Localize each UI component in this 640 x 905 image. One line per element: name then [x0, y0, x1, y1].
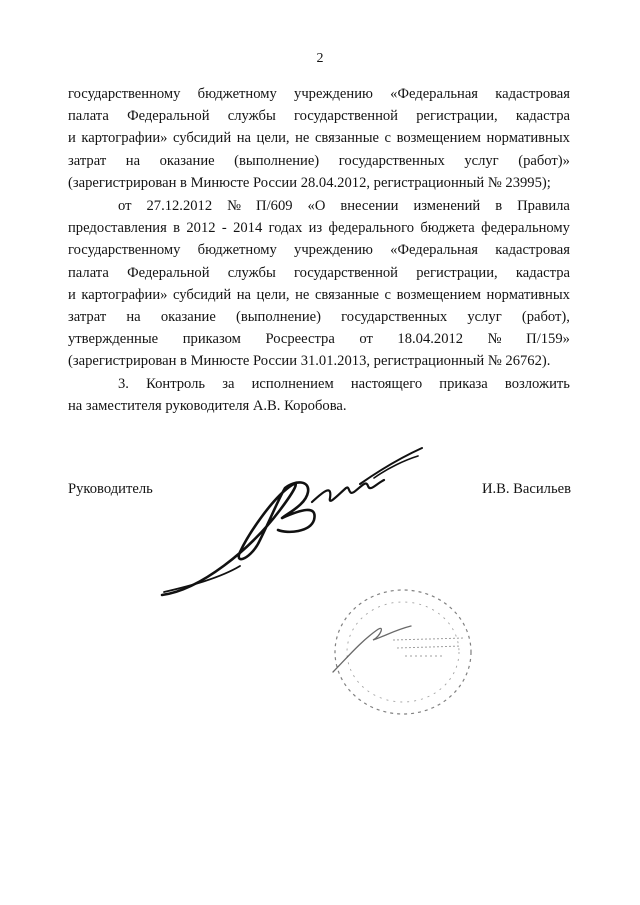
- paragraph-line: и картографии» субсидий на цели, не связанные с возмещением нормативных: [68, 286, 570, 303]
- paragraph-line: (зарегистрирован в Минюсте России 28.04.2012, регистрационный № 23995);: [68, 174, 551, 191]
- paragraph-line: и картографии» субсидий на цели, не связанные с возмещением нормативных: [68, 130, 570, 147]
- paragraph-2: [68, 195, 570, 373]
- official-seal-stamp: [315, 580, 485, 730]
- signatory-title: Руководитель: [68, 481, 153, 497]
- paragraph-line: государственному бюджетному учреждению «Федеральная кадастровая: [68, 242, 570, 259]
- paragraph-3: [68, 373, 570, 417]
- paragraph-1: [68, 83, 570, 194]
- paragraph-line: затрат на оказание (выполнение) государственных услуг (работ)»: [68, 152, 570, 169]
- paragraph-line: государственному бюджетному учреждению «Федеральная кадастровая: [68, 86, 570, 102]
- paragraph-line: (зарегистрирован в Минюсте России 31.01.2013, регистрационный № 26762).: [68, 353, 551, 370]
- paragraph-line: 3. Контроль за исполнением настоящего приказа возложить: [118, 376, 570, 392]
- paragraph-line: затрат на оказание (выполнение) государственных услуг (работ),: [68, 309, 570, 326]
- paragraph-line: палата Федеральной службы государственной регистрации, кадастра: [68, 264, 570, 281]
- signatory-name: И.В. Васильев: [481, 481, 571, 497]
- page-number: 2: [316, 51, 324, 66]
- paragraph-line: предоставления в 2012 - 2014 годах из федерального бюджета федеральному: [68, 220, 570, 237]
- paragraph-line: палата Федеральной службы государственной регистрации, кадастра: [68, 108, 570, 125]
- paragraph-line: на заместителя руководителя А.В. Коробова.: [68, 398, 347, 415]
- handwritten-signature: [160, 440, 430, 600]
- paragraph-line: утвержденные приказом Росреестра от 18.04.2012 № П/159»: [68, 331, 570, 348]
- paragraph-line: от 27.12.2012 № П/609 «О внесении изменений в Правила: [118, 198, 570, 214]
